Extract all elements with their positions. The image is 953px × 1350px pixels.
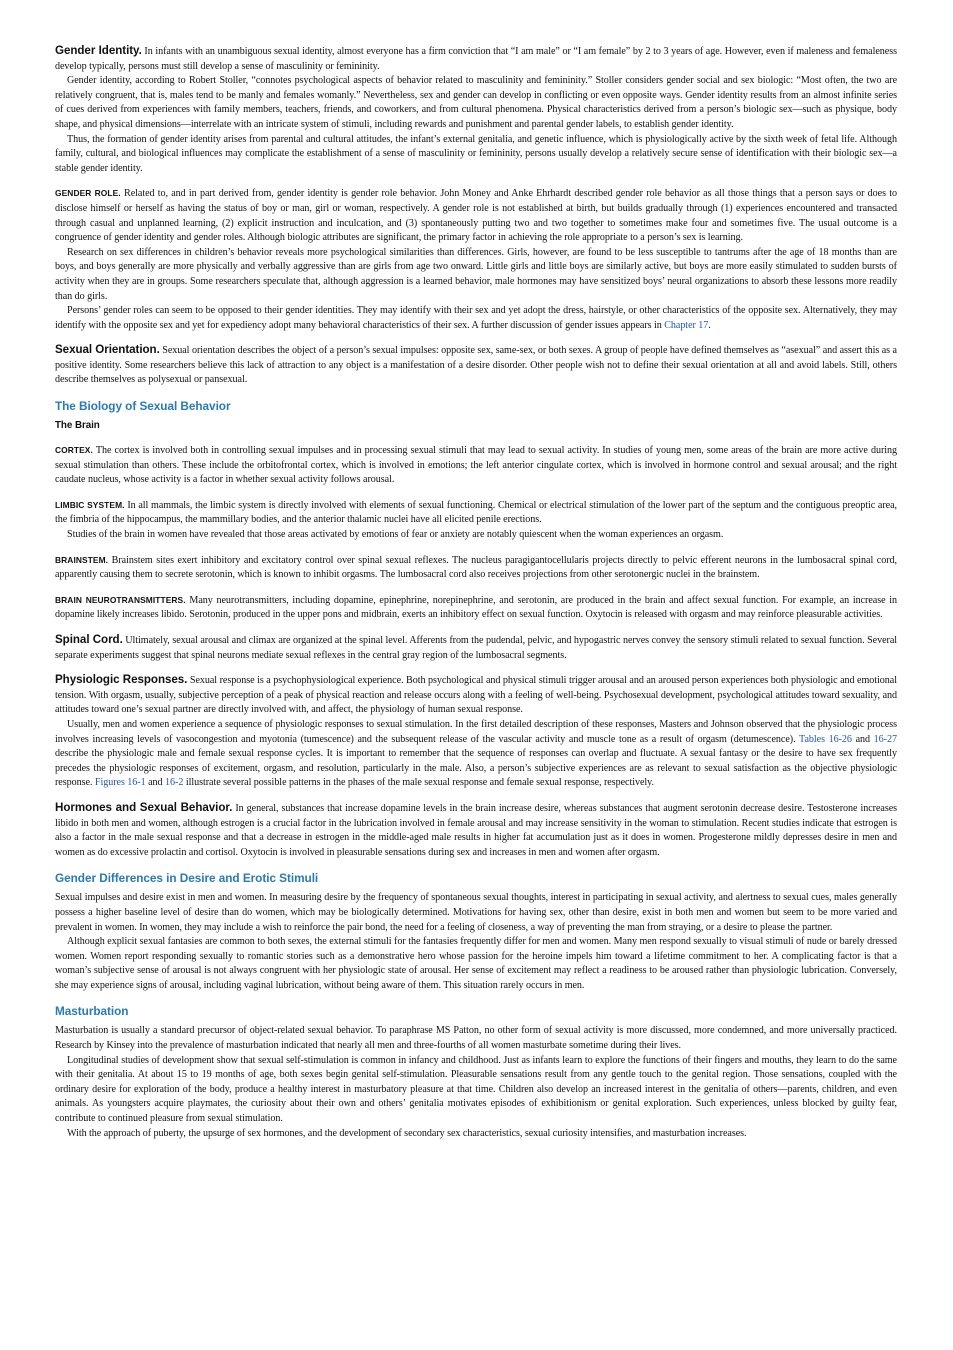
brain-subheading: The Brain bbox=[55, 420, 100, 432]
chapter-17-link[interactable]: Chapter 17 bbox=[664, 319, 709, 331]
gender-role-paragraph bbox=[55, 186, 897, 245]
tables-16-26-link[interactable]: Tables 16-26 bbox=[799, 733, 852, 745]
table-16-27-link[interactable]: 16-27 bbox=[873, 733, 897, 745]
masturbation-heading: Masturbation bbox=[55, 1004, 129, 1019]
gender-identity-heading: Gender Identity. bbox=[55, 44, 142, 57]
hormones-text: In general, substances that increase dopamine levels in the brain increase desire, whereas substances that augment serotonin decrease desire. Testosterone increases libido in both men and women, although estrogen is a crucial factor in the lubrication involved in female arousal and may increase sensitivity in the woman to stimulation. Recent studies indicate that estrogen is also a factor in the male sexual response and that a decrease in estrogen in the middle-aged male results in higher fat accumulation just as it does in women. Progesterone mildly depresses desire in men and women as do excessive prolactin and cortisol. Oxytocin is involved in pleasurable sensations during sex and increases in men and women after orgasm. bbox=[55, 802, 898, 858]
limbic-text-1: In all mammals, the limbic system is directly involved with elements of sexual functioning. Chemical or electrical stimulation of the lower part of the septum and the contiguous preoptic area, the fimbria of the hippocampus, the mammillary bodies, and the anterior thalamic nuclei have all elicited penile erections. bbox=[55, 499, 897, 526]
brainstem-text: Brainstem sites exert inhibitory and excitatory control over spinal sexual reflexes. The nucleus paragigantocellularis projects directly to pelvic efferent neurons in the lumbosacral spinal cord, apparently causing them to secrete serotonin, which is known to inhibit orgasms. The lumbosacral cord also receives projections from other serotonergic nuclei in the brainstem. bbox=[55, 554, 897, 581]
spinal-cord-paragraph bbox=[55, 633, 897, 663]
gender-identity-paragraph bbox=[55, 44, 897, 74]
brainstem-paragraph bbox=[55, 553, 897, 583]
sexual-orientation-paragraph bbox=[55, 343, 897, 388]
physiologic-text-2 bbox=[55, 718, 897, 791]
gender-role-text-3-end: . bbox=[708, 319, 711, 331]
gender-identity-text-2: Gender identity, according to Robert Stoller, “connotes psychological aspects of behavior related to masculinity and femininity.” Stoller considers gender social and sex biologic: “Most often, the two are relatively congruent, that is, males tend to be manly and females womanly.” Nevertheless, sex and gender can develop in conflicting or even opposite ways. Gender identity results from an almost infinite series of cues derived from experiences with family members, teachers, friends, and coworkers, and from cultural phenomena. Physical characteristics derived from a person’s biologic sex—such as physique, body shape, and physical dimensions—interrelate with an intricate system of stimuli, including rewards and punishment and parental gender labels, to establish gender identity. bbox=[55, 75, 897, 130]
spinal-cord-text: Ultimately, sexual arousal and climax are organized at the spinal level. Afferents from the pudendal, pelvic, and hypogastric nerves convey the sensory stimuli related to sexual function. Several separate experiments suggest that spinal neurons mediate sexual reflexes in the central gray region of the lumbosacral segments. bbox=[55, 635, 898, 661]
sexual-orientation-text: Sexual orientation describes the object of a person’s sexual impulses: opposite sex, same-sex, or both sexes. A group of people have defined themselves as “asexual” and assert this as a positive identity. Some researchers believe this lack of attraction to any object is a manifestation of a desire disorder. Other people wish not to define their sexual orientation at all and avoid labels. Still, others describe themselves as polysexual or pansexual. bbox=[55, 345, 897, 386]
limbic-paragraph bbox=[55, 498, 897, 528]
sexual-orientation-heading: Sexual Orientation. bbox=[55, 343, 160, 357]
masturbation-text-3: With the approach of puberty, the upsurge of sex hormones, and the development of secondary sex characteristics, sexual curiosity intensifies, and masturbation increases. bbox=[67, 1127, 747, 1139]
hormones-heading: Hormones and Sexual Behavior. bbox=[55, 800, 233, 814]
physiologic-and-1: and bbox=[855, 733, 870, 745]
physiologic-text-1: Sexual response is a psychophysiological experience. Both psychological and physical stimuli trigger arousal and an aroused person experiences both physiologic and emotional tension. With orgasm, usually, subjective perception of a peak of physical reaction and release occurs along with a feeling of well-being. Psychosexual development, psychological attitudes toward sexuality, and attitudes toward one’s sexual partner are directly involved with, and affect, the physiology of human sexual response. bbox=[55, 675, 897, 716]
cortex-paragraph bbox=[55, 443, 897, 488]
gender-differences-text-2: Although explicit sexual fantasies are common to both sexes, the external stimuli for the fantasies frequently differ for men and women. Many men respond sexually to visual stimuli of nude or barely dressed women. Women report responding sexually to romantic stories such as a demonstrative hero whose passion for the heroine impels him toward a lifetime commitment to her. A complicating factor is that a woman’s subjective sense of arousal is not always congruent with her physiologic state of arousal. Her sense of excitement may reflect a readiness to be aroused rather than physiologic lubrication. Conversely, she may experience signs of arousal, including vaginal lubrication, without being aware of them. This situation rarely occurs in men. bbox=[55, 936, 897, 991]
gender-identity-text-1: In infants with an unambiguous sexual identity, almost everyone has a firm conviction that “I am male” or “I am female” by 2 to 3 years of age. However, even if maleness and femaleness develop typically, persons must still develop a sense of masculinity or femininity. bbox=[55, 46, 897, 72]
biology-heading: The Biology of Sexual Behavior bbox=[55, 399, 231, 414]
figures-16-1-link[interactable]: Figures 16-1 bbox=[94, 777, 146, 789]
physiologic-heading: Physiologic Responses. bbox=[55, 673, 188, 687]
gender-role-heading: GENDER ROLE. bbox=[55, 188, 121, 199]
neurotransmitters-heading: BRAIN NEUROTRANSMITTERS. bbox=[55, 594, 186, 605]
physiologic-and-2: and bbox=[148, 777, 163, 789]
physiologic-text-2c: illustrate several possible patterns in the phases of the male sexual response and female sexual response, respectively. bbox=[185, 777, 654, 789]
gender-differences-text-1: Sexual impulses and desire exist in men and women. In measuring desire by the frequency of spontaneous sexual thoughts, interest in participating in sexual activity, and alertness to sexual cues, males generally possess a higher baseline level of desire than do women, which may be biologically determined. Motivations for having sex, other than desire, exist in both men and women but seem to be more varied and prevalent in women. In women, they may include a wish to reinforce the pair bond, the need for a feeling of closeness, a way of preventing the man from straying, or a desire to please the partner. bbox=[55, 892, 897, 933]
physiologic-text-2b: describe the physiologic male and female sexual response cycles. It is important to remember that the sequence of responses can overlap and fluctuate. A sexual fantasy or the desire to have sex frequently precedes the physiologic responses of excitement, orgasm, and resolution, particularly in the male. Also, a person’s subjective experiences are as relevant to sexual satisfaction as the objective physiologic response. bbox=[55, 748, 897, 789]
gender-identity-text-3: Thus, the formation of gender identity arises from parental and cultural attitudes, the infant’s external genitalia, and genetic influence, which is physiologically active by the sixth week of fetal life. Although family, cultural, and biological influences may complicate the establishment of a sense of masculinity or femininity, persons usually develop a relatively secure sense of identification with their biologic sex—a stable gender identity. bbox=[55, 133, 897, 174]
neurotransmitters-text: Many neurotransmitters, including dopamine, epinephrine, norepinephrine, and serotonin, are produced in the brain and affect sexual function. For example, an increase in dopamine likely increases libido. Serotonin, produced in the upper pons and midbrain, exerts an inhibitory effect on sexual function. Oxytocin is released with orgasm and may reinforce pleasurable activities. bbox=[55, 594, 897, 621]
gender-role-text-1: Related to, and in part derived from, gender identity is gender role behavior. John Money and Anke Ehrhardt described gender role behavior as all those things that a person says or does to disclose himself or herself as having the status of boy or man, girl or woman, respectively. A gender role is not established at birth, but builds gradually through (1) experiences encountered and transacted through casual and unplanned learning, (2) explicit instruction and inculcation, and (3) spontaneously putting two and two together to sometimes make four and sometimes five. The usual outcome is a congruence of gender identity and gender roles. Although biologic attributes are significant, the primary factor in achieving the role appropriate to a person’s sex is learning. bbox=[55, 188, 897, 244]
physiologic-text-2a: Usually, men and women experience a sequence of physiologic responses to sexual stimulation. In the first detailed description of these responses, Masters and Johnson observed that the physiologic process involves increasing levels of vasocongestion and myotonia (tumescence) and the subsequent release of the vascular activity and muscle tone as a result of orgasm (detumescence). bbox=[55, 718, 897, 745]
physiologic-paragraph bbox=[55, 673, 897, 718]
limbic-text-2: Studies of the brain in women have revealed that those areas activated by emotions of fear or anxiety are notably quiescent when the woman experiences an orgasm. bbox=[67, 529, 724, 541]
hormones-paragraph bbox=[55, 801, 897, 860]
gender-role-text-2: Research on sex differences in children’s behavior reveals more psychological similarities than differences. Girls, however, are found to be less susceptible to tantrums after the age of 18 months than are boys, and boys generally are more physically and verbally aggressive than are girls from age two onward. Little girls and little boys are similarly active, but boys are more easily stimulated to sudden bursts of activity when they are in groups. Some researchers speculate that, although aggression is a learned behavior, male hormones may have sensitized boys’ neural organizations to absorb these lessons more readily than do girls. bbox=[55, 246, 897, 302]
neurotransmitters-paragraph bbox=[55, 593, 897, 623]
cortex-text: The cortex is involved both in controlling sexual impulses and in processing sexual stimuli that may lead to sexual activity. In studies of young men, some areas of the brain are more active during sexual stimulation than others. These include the orbitofrontal cortex, which is involved in emotions; the left anterior cingulate cortex, which is involved in hormone control and sexual arousal; and the right caudate nucleus, whose activity is a factor in whether sexual activity follows arousal. bbox=[55, 445, 898, 486]
masturbation-text-2: Longitudinal studies of development show that sexual self-stimulation is common in infancy and childhood. Just as infants learn to explore the functions of their fingers and mouths, they learn to do the same with their genitalia. At about 15 to 19 months of age, both sexes begin genital self-stimulation. Pleasurable sensations result from any gentle touch to the genital region. Those sensations, coupled with the ordinary desire for exploration of the body, produce a healthy interest in masturbatory pleasure at that time. Children also develop an increased interest in the genitalia of others—parents, children, and even animals. As youngsters acquire playmates, the curiosity about their own and others’ genitalia motivates episodes of exhibitionism or genital exploration. Such experiences, unless blocked by guilty fear, contribute to continued pleasure from sexual stimulation. bbox=[55, 1054, 897, 1125]
document-page bbox=[55, 44, 897, 1141]
limbic-heading: LIMBIC SYSTEM. bbox=[55, 499, 125, 510]
gender-differences-heading: Gender Differences in Desire and Erotic Stimuli bbox=[55, 871, 319, 886]
spinal-cord-heading: Spinal Cord. bbox=[55, 633, 123, 646]
gender-role-text-3-body: Persons’ gender roles can seem to be opposed to their gender identities. They may identify with their sex and yet adopt the dress, hairstyle, or other characteristics of the opposite sex. Alternatively, they may identify with the opposite sex and yet for expediency adopt many behavioral characteristics of their sex. A further discussion of gender issues appears in bbox=[55, 305, 897, 331]
figure-16-2-link[interactable]: 16-2 bbox=[165, 777, 184, 789]
gender-role-text-3 bbox=[55, 304, 897, 333]
masturbation-text-1: Masturbation is usually a standard precursor of object-related sexual behavior. To paraphrase MS Patton, no other form of sexual activity is more discussed, more condemned, and more universally practiced. Research by Kinsey into the prevalence of masturbation indicated that nearly all men and three-fourths of all women masturbate sometime during their lives. bbox=[55, 1025, 897, 1052]
brainstem-heading: BRAINSTEM. bbox=[55, 554, 109, 565]
cortex-heading: CORTEX. bbox=[55, 445, 93, 456]
